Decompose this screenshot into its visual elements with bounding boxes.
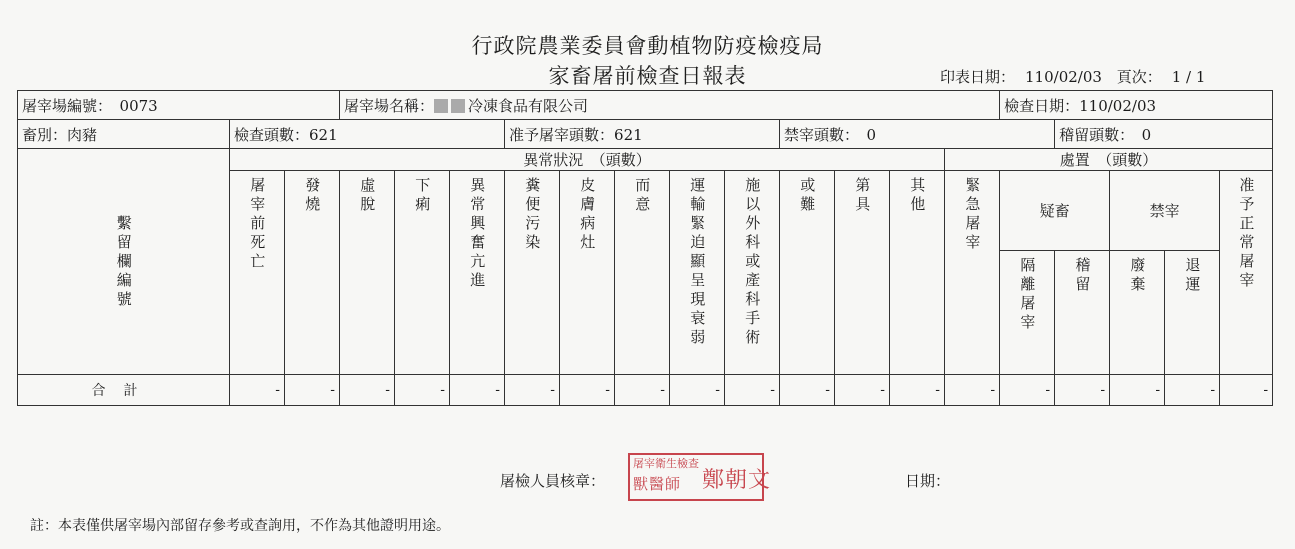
col-label: 退運 (1183, 257, 1202, 295)
check-date-cell (1000, 91, 1273, 120)
col-article-10 (835, 171, 890, 375)
total-cell: - (1000, 375, 1055, 406)
suspect-header: 疑畜 (1000, 171, 1110, 251)
col-label: 異常興奮亢進 (468, 177, 487, 291)
col-label: 發燒 (303, 177, 322, 215)
col-condemned (1110, 251, 1165, 375)
col-label: 施以外科或產科手術 (743, 177, 762, 348)
col-other (890, 171, 945, 375)
approved-cell (505, 120, 780, 149)
col-accidental-injury (615, 171, 670, 375)
stamp-name: 鄭朝文 (702, 468, 772, 493)
official-stamp (628, 453, 772, 501)
total-cell: - (1055, 375, 1110, 406)
col-label: 緊急屠宰 (963, 177, 982, 253)
detained-cell (1055, 120, 1273, 149)
page-label: 頁次： (1116, 68, 1162, 86)
total-cell: - (340, 375, 395, 406)
abnormal-section-header: 異常狀況 （頭數） (230, 149, 945, 171)
inspected-count: 621 (309, 125, 338, 144)
footnote: 註：本表僅供屠宰場內部留存參考或查詢用，不作為其他證明用途。 (30, 518, 450, 534)
total-cell: - (230, 375, 285, 406)
signature-label: 屠檢人員核章： (500, 472, 606, 490)
check-date: 110/02/03 (1079, 96, 1157, 115)
info-row-1 (18, 91, 1273, 120)
total-cell: - (670, 375, 725, 406)
banned-label: 禁宰頭數： (784, 125, 852, 144)
agency-title: 行政院農業委員會動植物防疫檢疫局 (471, 34, 824, 58)
col-surgery (725, 171, 780, 375)
col-emergency-slaughter (945, 171, 1000, 375)
plant-no: 0073 (119, 96, 158, 115)
banned-count: 0 (866, 125, 877, 144)
total-cell: - (615, 375, 670, 406)
plant-no-cell (18, 91, 340, 120)
col-label: 下痢 (413, 177, 432, 215)
col-label: 糞便污染 (523, 177, 542, 253)
col-label: 屠宰前死亡 (248, 177, 267, 272)
col-label: 運輸緊迫顯呈現衰弱 (688, 177, 707, 348)
stamp-line-2: 獸醫師 (633, 475, 682, 493)
total-cell: - (890, 375, 945, 406)
redaction-mark (434, 99, 448, 113)
total-cell: - (285, 375, 340, 406)
total-cell: - (560, 375, 615, 406)
pen-no-header (18, 149, 230, 375)
report-title: 家畜屠前檢查日報表 (548, 64, 747, 88)
col-isolation-slaughter (1000, 251, 1055, 375)
total-cell: - (395, 375, 450, 406)
col-diarrhea (395, 171, 450, 375)
col-label: 第具 (853, 177, 872, 215)
col-label: 皮膚病灶 (578, 177, 597, 253)
col-label: 虛脫 (358, 177, 377, 215)
pen-no-label: 繫留欄編號 (114, 215, 133, 310)
inspection-table (17, 90, 1273, 406)
plant-name-label: 屠宰場名稱： (344, 96, 435, 115)
stamp-line-1: 屠宰衛生檢查 (633, 457, 699, 470)
print-date: 110/02/03 (1025, 68, 1102, 86)
col-label: 隔離屠宰 (1018, 257, 1037, 333)
col-label: 或難 (798, 177, 817, 215)
col-label: 而意 (633, 177, 652, 215)
species-label: 畜別： (22, 125, 68, 144)
plant-no-label: 屠宰場編號： (22, 96, 105, 115)
col-returned (1165, 251, 1220, 375)
disposal-section-header: 處置 （頭數） (945, 149, 1273, 171)
species: 肉豬 (67, 125, 98, 144)
col-detention (1055, 251, 1110, 375)
total-cell: - (780, 375, 835, 406)
col-label: 稽留 (1073, 257, 1092, 295)
col-fecal-contamination (505, 171, 560, 375)
totals-label: 合計 (18, 375, 230, 406)
info-row-2 (18, 120, 1273, 149)
col-label: 廢棄 (1128, 257, 1147, 295)
detained-label: 稽留頭數： (1059, 125, 1127, 144)
total-cell: - (835, 375, 890, 406)
total-cell: - (945, 375, 1000, 406)
total-cell: - (1110, 375, 1165, 406)
total-cell: - (725, 375, 780, 406)
species-cell (18, 120, 230, 149)
col-label: 准予正常屠宰 (1237, 177, 1256, 291)
col-transport-stress (670, 171, 725, 375)
check-date-label: 檢查日期： (1004, 96, 1080, 115)
col-dystocia (780, 171, 835, 375)
plant-name-cell (340, 91, 1000, 120)
col-label: 其他 (908, 177, 927, 215)
print-info (940, 66, 1215, 87)
banned-cell (780, 120, 1055, 149)
total-cell: - (1220, 375, 1273, 406)
col-collapse (340, 171, 395, 375)
detained-count: 0 (1141, 125, 1152, 144)
print-date-label: 印表日期： (940, 68, 1016, 86)
plant-name: 冷凍食品有限公司 (468, 96, 589, 115)
date-label: 日期： (905, 472, 951, 490)
total-cell: - (450, 375, 505, 406)
col-dead-before-slaughter (230, 171, 285, 375)
col-abnormal-excitement (450, 171, 505, 375)
approved-count: 621 (614, 125, 643, 144)
total-cell: - (1165, 375, 1220, 406)
col-fever (285, 171, 340, 375)
section-header-row (18, 149, 1273, 171)
ban-header: 禁宰 (1110, 171, 1220, 251)
inspected-cell (230, 120, 505, 149)
inspected-label: 檢查頭數： (234, 125, 310, 144)
approved-label: 准予屠宰頭數： (509, 125, 615, 144)
total-cell: - (505, 375, 560, 406)
col-skin-lesion (560, 171, 615, 375)
page-number: 1 / 1 (1171, 68, 1206, 86)
col-normal-slaughter (1220, 171, 1273, 375)
totals-row (18, 375, 1273, 406)
redaction-mark (451, 99, 465, 113)
